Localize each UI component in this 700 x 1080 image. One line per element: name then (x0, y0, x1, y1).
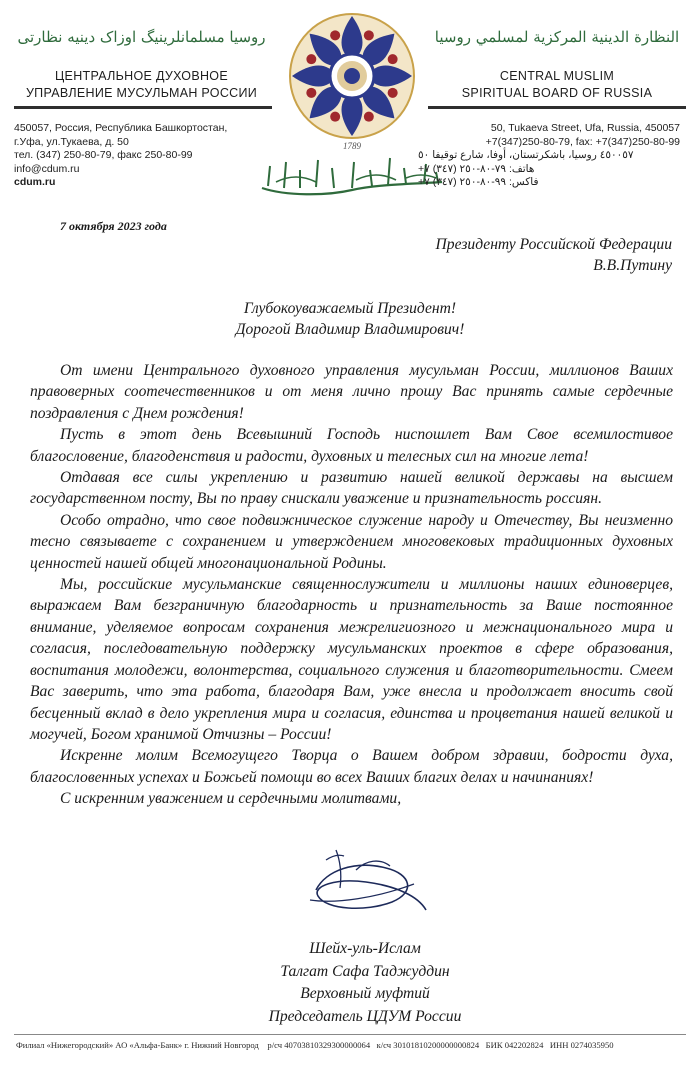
signature-position: Верховный муфтий (300, 985, 430, 1002)
addressee-line1: Президенту Российской Федерации (435, 236, 672, 253)
signature-title: Шейх-уль-Ислам (309, 940, 421, 957)
emblem-year: 1789 (343, 141, 361, 151)
right-arabic-address: ٤٥٠٠٥٧ روسيا، باشكرتستان، أوفا، شارع توقيفا ٥٠ (418, 149, 634, 161)
letter-date: 7 октября 2023 года (60, 219, 167, 233)
footer-inn: ИНН 0274035950 (549, 1040, 614, 1050)
right-header-rule (428, 106, 686, 109)
right-arabic-fax: فاكس: ٩٩-٨٠-٢٥٠ (٣٤٧) ٧+ (418, 176, 539, 188)
signature-block (220, 938, 510, 1028)
right-arabic-phone: هاتف: ٧٩-٨٠-٢٥٠ (٣٤٧) ٧+ (418, 162, 535, 175)
addressee-line2: В.В.Путину (593, 257, 672, 275)
right-contacts (418, 122, 680, 190)
left-org-name-line1: ЦЕНТРАЛЬНОЕ ДУХОВНОЕ (55, 69, 228, 83)
left-address-line2: г.Уфа, ул.Тукаева, д. 50 (14, 135, 129, 148)
letter-body (30, 360, 673, 810)
right-arabic-title: النظارة الدينية المركزية لمسلمي روسيا (434, 28, 680, 46)
footer-bik: БИК 042202824 (485, 1040, 544, 1050)
left-org-name (14, 68, 269, 102)
paragraph-5: Мы, российские мусульманские священнослужители и миллионы наших единоверцев, выражаем Вам безграничную благодарность и признательность за Ваше постоянное внимание, уделяемое вопросам сохранения межрелигиозного и межнационального мира и согласия, последовательную поддержку мусульманских проектов в сфере образования, воспитания молодежи, волонтерства, социального служения и благотворительности. Смеем Вас заверить, что эта работа, благодаря Вам, уже внесла и продолжает вносить свой бесценный вклад в дело укрепления мира и согласия, единства и процветания нашей великой и могучей, Богом хранимой Отчизны – России! (30, 576, 673, 743)
left-contacts (14, 122, 276, 190)
footer-bank: Филиал «Нижегородский» АО «Альфа-Банк» г. Нижний Новгород (16, 1040, 259, 1050)
signature-name: Талгат Сафа Таджуддин (280, 962, 450, 980)
salutation-line1: Глубокоуважаемый Президент! (243, 300, 457, 317)
footer-corr-account: к/сч 30101810200000000824 (376, 1040, 480, 1050)
right-org-name (428, 68, 686, 102)
left-website: cdum.ru (14, 176, 56, 188)
signature-organization: Председатель ЦДУМ России (268, 1007, 462, 1025)
paragraph-3: Отдавая все силы укреплению и развитию нашей великой державы на высшем государственном посту, Вы по праву снискали уважение и признательность россиян. (30, 469, 673, 508)
right-org-name-line1: CENTRAL MUSLIM (499, 69, 615, 83)
left-phone: тел. (347) 250-80-79, факс 250-80-99 (14, 149, 193, 161)
right-org-name-line2: SPIRITUAL BOARD OF RUSSIA (461, 86, 653, 100)
paragraph-6: Искренне молим Всемогущего Творца о Вашем добром здравии, бодрости духа, благословенных успехах и Божьей помощи во всех Ваших благих делах и начинаниях! (30, 747, 673, 786)
paragraph-1: От имени Центрального духовного управления мусульман России, миллионов Ваших правоверных соотечественников и от меня лично прошу Вас принять самые сердечные поздравления с Днем рождения! (30, 362, 673, 422)
left-address-line1: 450057, Россия, Республика Башкортостан, (14, 122, 228, 134)
footer-account: р/сч 40703810329300000064 (267, 1040, 371, 1050)
salutation-line2: Дорогой Владимир Владимирович! (235, 321, 465, 339)
handwritten-signature (296, 830, 436, 930)
right-address: 50, Tukaeva Street, Ufa, Russia, 450057 (490, 122, 680, 134)
paragraph-4: Особо отрадно, что свое подвижническое служение народу и Отечеству, Вы неизменно тесно связываете с сохранением и утверждением многовековых традиционных духовных ценностей нашей общей многонациональной Родины. (30, 511, 673, 572)
right-phone: +7(347)250-80-79, fax: +7(347)250-80-99 (485, 135, 680, 148)
closing-line: С искренним уважением и сердечными молитвами, (60, 790, 402, 808)
addressee (380, 234, 672, 277)
paragraph-2: Пусть в этот день Всевышний Господь ниспошлет Вам Свое всемилостивое благословение, благоденствия и радости, духовных и телесных сил на многие лета! (30, 426, 673, 465)
salutation (200, 298, 500, 341)
left-arabic-title: روسيا مسلمانلرینیگ اوزاک دینیه نظارتی (17, 28, 266, 46)
footer-rule (14, 1034, 686, 1035)
emblem-logo (288, 12, 416, 140)
footer-bank-details (16, 1040, 684, 1050)
left-org-name-line2: УПРАВЛЕНИЕ МУСУЛЬМАН РОССИИ (25, 86, 258, 100)
left-email: info@cdum.ru (14, 162, 80, 175)
left-header-rule (14, 106, 272, 109)
